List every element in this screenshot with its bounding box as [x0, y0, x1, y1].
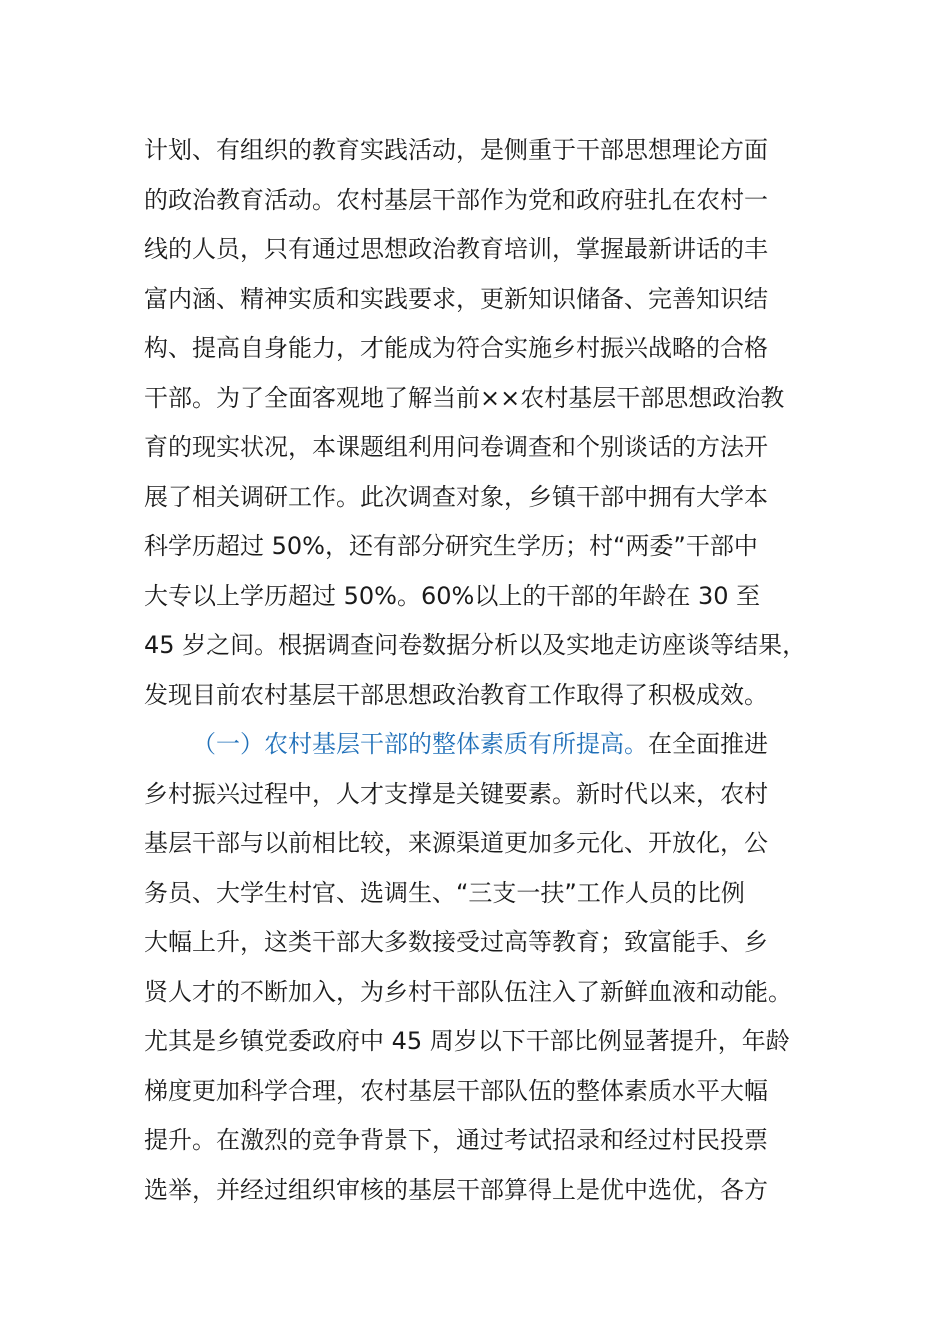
text-line: 乡村振兴过程中，人才支撑是关键要素。新时代以来，农村: [144, 779, 768, 808]
text-line: 45 岁之间。根据调查问卷数据分析以及实地走访座谈等结果，: [144, 631, 807, 659]
text-line: 务员、大学生村官、选调生、“三支一扶”工作人员的比例: [144, 878, 745, 907]
text-line: 梯度更加科学合理，农村基层干部队伍的整体素质水平大幅: [144, 1076, 768, 1105]
text-line: 计划、有组织的教育实践活动，是侧重于干部思想理论方面: [144, 136, 768, 164]
text-line: 育的现实状况，本课题组利用问卷调查和个别谈话的方法开: [144, 433, 768, 461]
section-heading-tail: 在全面推进: [648, 730, 768, 758]
text-line: 的政治教育活动。农村基层干部作为党和政府驻扎在农村一: [144, 185, 768, 214]
section-heading: （一）农村基层干部的整体素质有所提高。: [192, 730, 648, 758]
text-line: 选举，并经过组织审核的基层干部算得上是优中选优，各方: [144, 1175, 768, 1204]
text-line: 展了相关调研工作。此次调查对象，乡镇干部中拥有大学本: [144, 482, 768, 511]
body-text: [144, 126, 844, 1215]
text-line: 大专以上学历超过 50%。60%以上的干部的年龄在 30 至: [144, 581, 761, 610]
text-line: 科学历超过 50%，还有部分研究生学历；村“两委”干部中: [144, 532, 758, 560]
text-line: 基层干部与以前相比较，来源渠道更加多元化、开放化，公: [144, 829, 768, 857]
text-line: 贤人才的不断加入，为乡村干部队伍注入了新鲜血液和动能。: [144, 977, 792, 1006]
text-line: 线的人员，只有通过思想政治教育培训，掌握最新讲话的丰: [144, 235, 768, 263]
text-line: 构、提高自身能力，才能成为符合实施乡村振兴战略的合格: [144, 334, 768, 362]
text-line: 提升。在激烈的竞争背景下，通过考试招录和经过村民投票: [144, 1126, 768, 1154]
text-line: 大幅上升，这类干部大多数接受过高等教育；致富能手、乡: [144, 928, 768, 956]
text-line: 发现目前农村基层干部思想政治教育工作取得了积极成效。: [144, 680, 768, 709]
section-heading-line: [144, 720, 844, 770]
text-line: 富内涵、精神实质和实践要求，更新知识储备、完善知识结: [144, 284, 768, 313]
text-line: 干部。为了全面客观地了解当前××农村基层干部思想政治教: [144, 383, 785, 412]
text-line: 尤其是乡镇党委政府中 45 周岁以下干部比例显著提升，年龄: [144, 1027, 790, 1055]
